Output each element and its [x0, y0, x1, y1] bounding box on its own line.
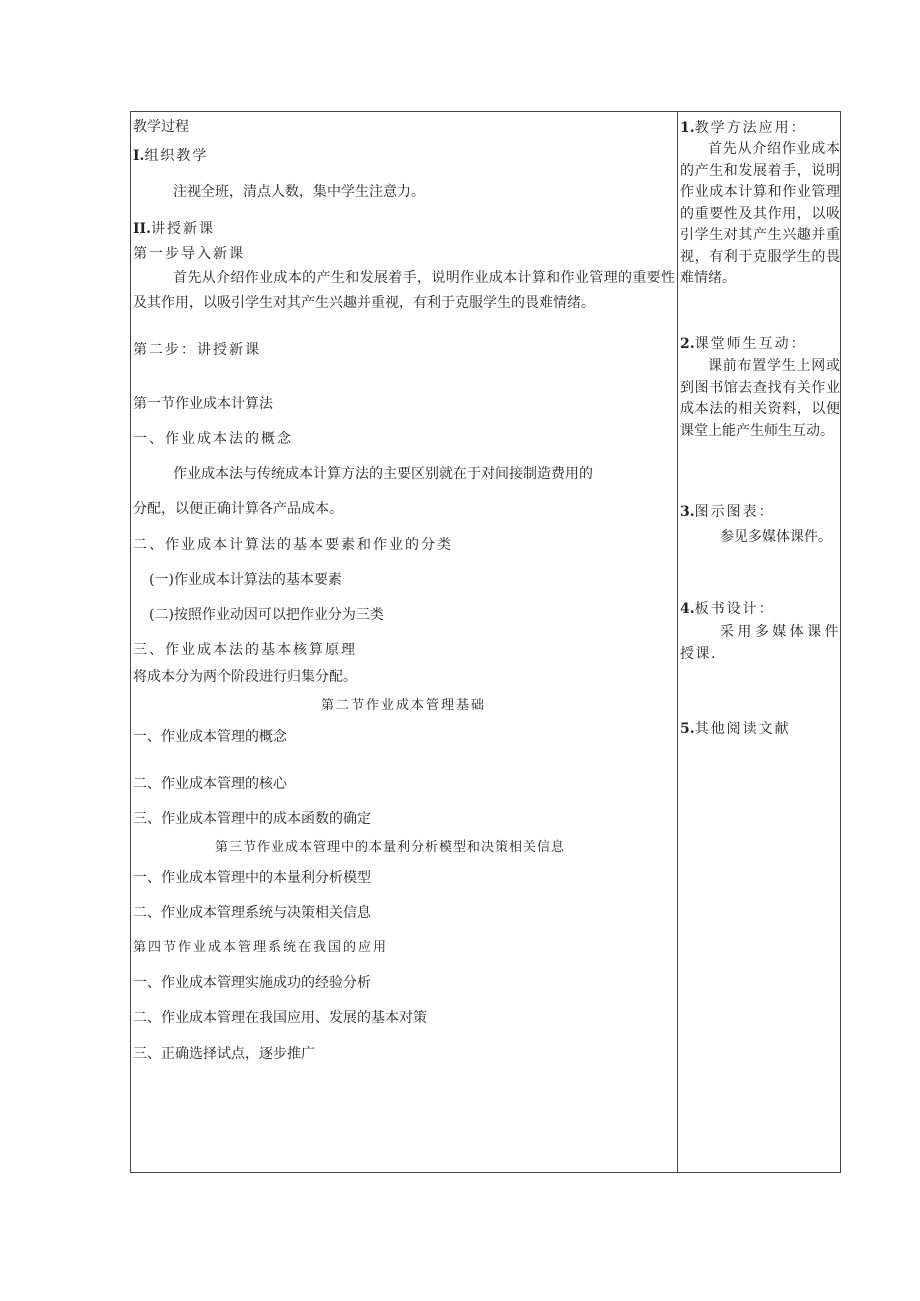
ch3-sub-1: 一、作业成本管理中的本量利分析模型 [133, 870, 371, 886]
note-number: 4. [680, 601, 695, 617]
ch1-sub-3: 三、作业成本法的基本核算原理 [133, 642, 357, 658]
ch1-sub-2: 二、作业成本计算法的基本要素和作业的分类 [133, 537, 453, 553]
note-number: 3. [680, 504, 695, 520]
ch4-sub-2: 二、作业成本管理在我国应用、发展的基本对策 [133, 1010, 427, 1026]
organize-body: 注视全班，清点人数，集中学生注意力。 [173, 184, 425, 200]
note-teaching-method [680, 119, 807, 137]
process-heading: 教学过程 [133, 119, 189, 135]
section-title: 组织教学 [144, 148, 209, 164]
ch2-sub-1: 一、作业成本管理的概念 [133, 729, 287, 745]
ch4-sub-3: 三、正确选择试点，逐步推广 [133, 1046, 315, 1062]
ch1-sub-1-text-b: 分配，以便正确计算各产品成本。 [133, 501, 343, 517]
section-new-lesson [133, 220, 215, 238]
section-title: 讲授新课 [150, 221, 215, 237]
note-board-design-body: 采用多媒体课件授课. [680, 624, 840, 662]
step-one: 第一步导入新课 [133, 246, 245, 262]
note-board-design [680, 600, 775, 618]
ch1-sub-3-text: 将成本分为两个阶段进行归集分配。 [133, 669, 357, 685]
note-title: 教学方法应用： [694, 120, 807, 136]
note-number: 2. [680, 336, 695, 352]
ch3-sub-2: 二、作业成本管理系统与决策相关信息 [133, 905, 371, 921]
note-title: 图示图表： [694, 504, 775, 520]
note-number: 5. [680, 721, 695, 737]
note-diagrams [680, 503, 775, 521]
lesson-table [130, 111, 841, 1173]
chapter-3-title: 第三节作业成本管理中的本量利分析模型和决策相关信息 [215, 840, 566, 855]
step-two: 第二步：讲授新课 [133, 342, 261, 358]
note-number: 1. [680, 120, 695, 136]
section-number: I. [133, 148, 145, 164]
note-teaching-method-body: 首先从介绍作业成本的产生和发展着手，说明作业成本计算和作业管理的重要性及其作用，以吸引学生对其产生兴趣并重视，有利于克服学生的畏难情绪。 [680, 141, 840, 286]
ch1-sub-1: 一、作业成本法的概念 [133, 431, 293, 447]
note-diagrams-body: 参见多媒体课件。 [720, 529, 832, 545]
note-interaction [680, 335, 807, 353]
ch2-sub-3: 三、作业成本管理中的成本函数的确定 [133, 811, 371, 827]
note-title: 其他阅读文献 [694, 721, 791, 737]
ch1-sub-1-text-a: 作业成本法与传统成本计算方法的主要区别就在于对间接制造费用的 [173, 466, 593, 482]
column-divider [677, 112, 678, 1172]
ch4-sub-1: 一、作业成本管理实施成功的经验分析 [133, 975, 371, 991]
section-organize [133, 147, 208, 165]
note-title: 板书设计： [694, 601, 775, 617]
note-interaction-body: 课前布置学生上网或到图书馆去查找有关作业成本法的相关资料，以便课堂上能产生师生互动。 [680, 358, 840, 439]
ch1-sub-2-item-b: (二)按照作业动因可以把作业分为三类 [149, 607, 384, 623]
chapter-2-title: 第二节作业成本管理基础 [321, 698, 487, 713]
section-number: II. [133, 221, 151, 237]
chapter-4-title: 第四节作业成本管理系统在我国的应用 [133, 940, 389, 955]
chapter-1-title: 第一节作业成本计算法 [133, 396, 273, 412]
ch1-sub-2-item-a: (一)作业成本计算法的基本要素 [149, 572, 342, 588]
intro-paragraph: 首先从介绍作业成本的产生和发展着手，说明作业成本计算和作业管理的重要性及其作用，以吸引学生对其产生兴趣并重视，有利于克服学生的畏难情绪。 [133, 270, 675, 311]
note-title: 课堂师生互动： [694, 336, 807, 352]
ch2-sub-2: 二、作业成本管理的核心 [133, 776, 287, 792]
note-reading [680, 720, 791, 738]
